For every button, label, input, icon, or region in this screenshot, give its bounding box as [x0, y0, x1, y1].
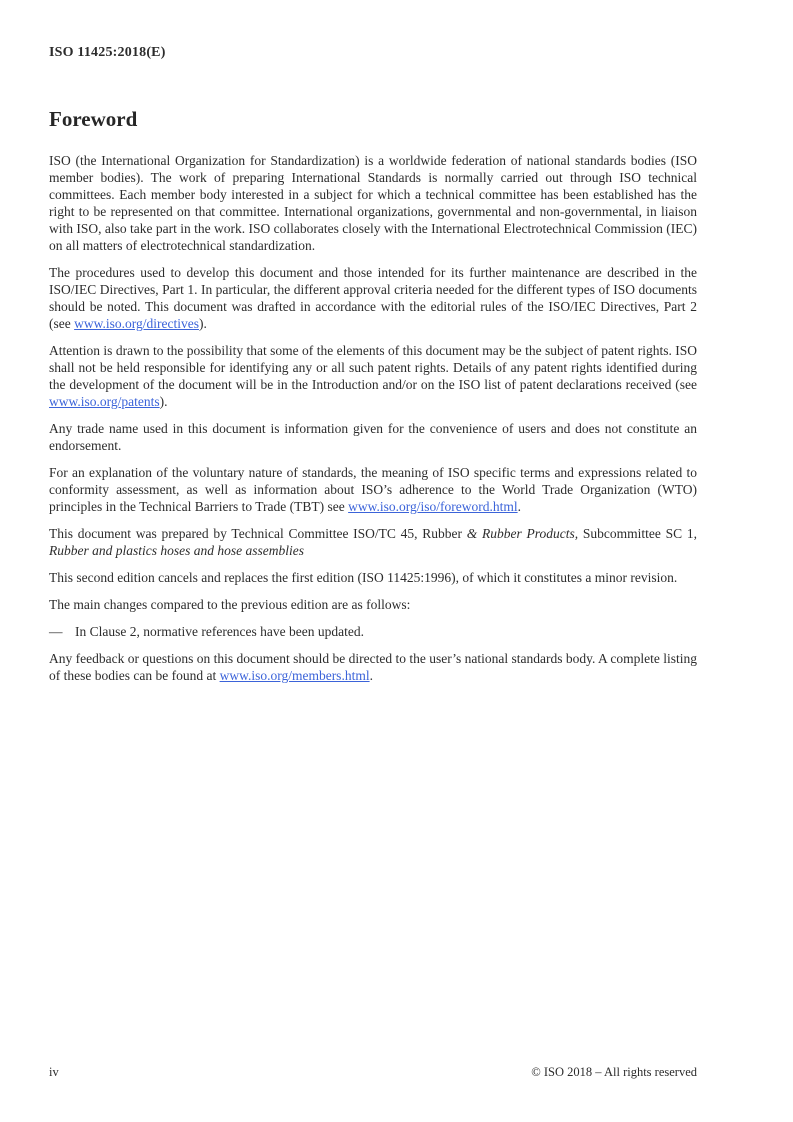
paragraph	[49, 596, 697, 613]
hyperlink[interactable]: www.iso.org/members.html	[219, 668, 370, 683]
page-title: Foreword	[49, 107, 138, 131]
text-run: Attention is drawn to the possibility that some of the elements of this document may be the subject of patent rights. ISO shall not be held responsible for identifying any or all such patent rights. Details of any patent rights identified during the development of the document will be in the Introduction and/or on the ISO list of patent declarations received (see	[49, 343, 697, 392]
copyright-notice: © ISO 2018 – All rights reserved	[531, 1065, 697, 1079]
paragraph	[49, 152, 697, 254]
hyperlink[interactable]: www.iso.org/iso/foreword.html	[348, 499, 518, 514]
foreword-body	[49, 152, 697, 694]
text-run: ).	[198, 316, 207, 331]
text-run: The main changes compared to the previous edition are as follows:	[49, 597, 411, 612]
document-reference: ISO 11425:2018(E)	[49, 45, 166, 60]
text-run: Rubber and plastics hoses and hose assemblies	[49, 543, 304, 558]
text-run: In Clause 2, normative references have been updated.	[75, 624, 364, 639]
text-run: .	[369, 668, 373, 683]
hyperlink[interactable]: www.iso.org/patents	[49, 394, 160, 409]
page-number: iv	[49, 1065, 59, 1079]
paragraph	[49, 650, 697, 684]
text-run: For an explanation of the voluntary nature of standards, the meaning of ISO specific terms and expressions related to conformity assessment, as well as information about ISO’s adherence to the World Trade Organization (WTO) principles in the Technical Barriers to Trade (TBT) see	[49, 465, 697, 514]
text-run: The procedures used to develop this document and those intended for its further maintenance are described in the ISO/IEC Directives, Part 1. In particular, the different approval criteria needed for the different types of ISO documents should be noted. This document was drafted in accordance with the editorial rules of the ISO/IEC Directives, Part 2 (see	[49, 265, 697, 331]
text-run: This document was prepared by Technical Committee ISO/TC 45, Rubber	[49, 526, 467, 541]
text-run: Any trade name used in this document is information given for the convenience of users and does not constitute an endorsement.	[49, 421, 697, 453]
paragraph	[49, 464, 697, 515]
paragraph	[49, 342, 697, 410]
list-dash-marker: —	[49, 624, 63, 639]
list-item	[49, 623, 697, 640]
hyperlink[interactable]: www.iso.org/directives	[74, 316, 199, 331]
paragraph	[49, 264, 697, 332]
text-run: Any feedback or questions on this document should be directed to the user’s national standards body. A complete listing of these bodies can be found at	[49, 651, 697, 683]
paragraph	[49, 525, 697, 559]
paragraph	[49, 569, 697, 586]
text-run: This second edition cancels and replaces the first edition (ISO 11425:1996), of which it constitutes a minor revision.	[49, 570, 678, 585]
text-run: ISO (the International Organization for Standardization) is a worldwide federation of national standards bodies (ISO member bodies). The work of preparing International Standards is normally carried out through ISO technical committees. Each member body interested in a subject for which a technical committee has been established has the right to be represented on that committee. International organizations, governmental and non-governmental, in liaison with ISO, also take part in the work. ISO collaborates closely with the International Electrotechnical Commission (IEC) on all matters of electrotechnical standardization.	[49, 153, 697, 253]
paragraph	[49, 420, 697, 454]
text-run: & Rubber Products,	[466, 526, 579, 541]
list-item-text	[75, 623, 697, 640]
text-run: .	[517, 499, 521, 514]
text-run: Subcommittee SC 1,	[578, 526, 697, 541]
text-run: ).	[159, 394, 168, 409]
